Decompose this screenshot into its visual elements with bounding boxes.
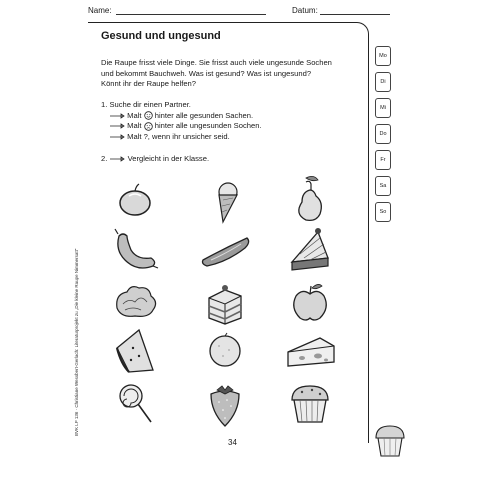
weekday-tab-mi[interactable]: Mi	[375, 98, 391, 118]
page-number: 34	[228, 438, 237, 447]
task-1	[101, 100, 361, 142]
task-1-line	[101, 132, 361, 143]
intro-line: und bekommt Bauchweh. Was ist gesund? Was ist ungesund?	[101, 68, 312, 78]
side-credit: BVK LP 136 · Christiane Wessbert-Gerlach: Literaturprojekt zu „Die kleine Raupe Nimmersatt“	[74, 248, 79, 436]
decorative-muffin	[370, 420, 410, 460]
task-1-label: 1. Suche dir einen Partner.	[101, 100, 191, 109]
task-1-line	[101, 121, 361, 132]
orange-icon	[195, 320, 255, 380]
weekday-tab-di[interactable]: Di	[375, 72, 391, 92]
strawberry-icon	[195, 374, 255, 434]
task-1-line-pre: Malt ?, wenn ihr unsicher seid.	[127, 131, 230, 141]
pencil-icon	[109, 156, 125, 162]
plum-icon	[105, 170, 165, 230]
weekday-tab-so[interactable]: So	[375, 202, 391, 222]
watermelon-icon	[105, 320, 165, 380]
pencil-icon	[109, 123, 125, 129]
weekday-tab-sa[interactable]: Sa	[375, 176, 391, 196]
food-item-pear[interactable]	[280, 170, 340, 230]
food-item-orange[interactable]	[195, 320, 255, 380]
food-item-lollipop[interactable]	[105, 374, 165, 434]
food-item-plum[interactable]	[105, 170, 165, 230]
date-line[interactable]	[320, 14, 390, 15]
intro-text	[101, 58, 366, 90]
name-label: Name:	[88, 6, 112, 15]
task-1-line-pre: Malt	[127, 110, 142, 120]
pencil-icon	[109, 134, 125, 140]
food-item-strawberry[interactable]	[195, 374, 255, 434]
task-2-text: Vergleicht in der Klasse.	[127, 154, 210, 163]
task-2	[101, 154, 209, 165]
task-1-line-post: hinter alle ungesunden Sochen.	[154, 121, 262, 130]
task-2-label: 2.	[101, 154, 108, 163]
sad-face-icon	[144, 122, 153, 131]
food-item-muffin[interactable]	[280, 374, 340, 434]
pear-icon	[280, 170, 340, 230]
happy-face-icon	[144, 111, 153, 120]
lollipop-icon	[105, 374, 165, 434]
food-item-cheese[interactable]	[280, 320, 340, 380]
task-1-line	[101, 111, 361, 122]
weekday-tab-mo[interactable]: Mo	[375, 46, 391, 66]
pencil-icon	[109, 113, 125, 119]
weekday-tab-fr[interactable]: Fr	[375, 150, 391, 170]
muffin-icon	[370, 420, 410, 460]
date-label: Datum:	[292, 6, 318, 15]
food-item-watermelon[interactable]	[105, 320, 165, 380]
ice-cream-icon	[195, 170, 255, 230]
muffin-icon	[280, 374, 340, 434]
page-title: Gesund und ungesund	[101, 30, 221, 42]
cheese-icon	[280, 320, 340, 380]
intro-line: Die Raupe frisst viele Dinge. Sie frisst auch viele ungesunde Sochen	[101, 58, 332, 67]
task-1-line-post: hinter alle gesunden Sachen.	[154, 110, 254, 120]
name-line[interactable]	[116, 14, 266, 15]
intro-line: Könnt ihr der Raupe helfen?	[101, 79, 196, 88]
task-1-line-pre: Malt	[127, 121, 142, 130]
food-item-ice-cream[interactable]	[195, 170, 255, 230]
weekday-tab-do[interactable]: Do	[375, 124, 391, 144]
